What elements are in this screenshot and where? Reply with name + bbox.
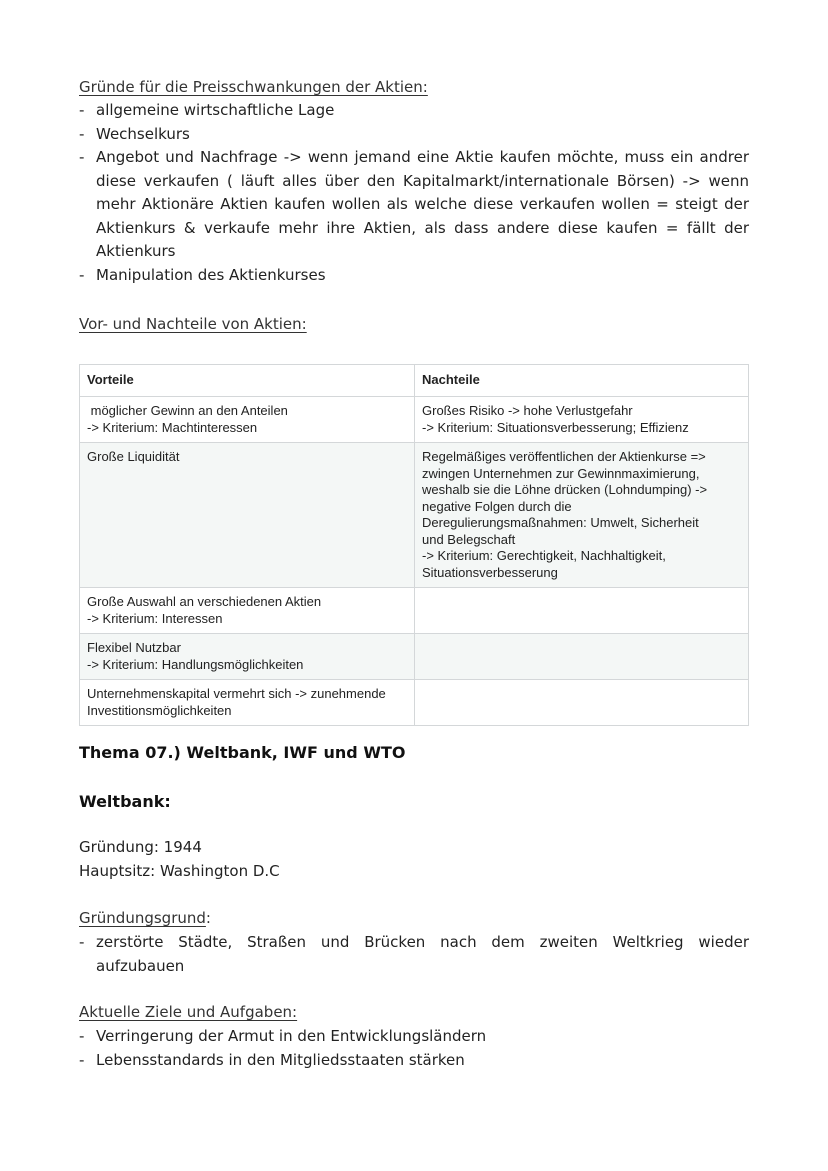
table-row bbox=[80, 680, 749, 726]
gruendungsgrund-list bbox=[79, 931, 749, 978]
dash-bullet: - bbox=[79, 148, 85, 166]
list-item: - Lebensstandards in den Mitgliedsstaaten stärken bbox=[79, 1049, 749, 1073]
thema-heading: Thema 07.) Weltbank, IWF und WTO bbox=[79, 743, 406, 762]
column-header-vorteile: Vorteile bbox=[80, 365, 415, 397]
section-heading-gruende: Gründe für die Preisschwankungen der Aktien: bbox=[79, 78, 428, 96]
table-row bbox=[80, 634, 749, 680]
list-item: - Wechselkurs bbox=[79, 123, 749, 147]
hauptsitz-line: Hauptsitz: Washington D.C bbox=[79, 862, 280, 880]
column-header-nachteile: Nachteile bbox=[415, 365, 749, 397]
list-item: - Manipulation des Aktienkurses bbox=[79, 264, 749, 288]
table-row bbox=[80, 443, 749, 588]
dash-bullet: - bbox=[79, 1027, 85, 1045]
table-header-row bbox=[80, 365, 749, 397]
cell-nachteil-empty bbox=[415, 680, 749, 726]
table-row bbox=[80, 397, 749, 443]
list-item: - Angebot und Nachfrage -> wenn jemand eine Aktie kaufen möchte, muss ein andrer diese verkaufen ( läuft alles über den Kapitalmarkt/internationale Börsen) -> wenn mehr Aktionäre Aktien kaufen wollen als welche diese verkaufen wollen = steigt der Aktienkurs & verkaufe mehr ihre Aktien, als dass andere diese kaufen = fällt der Aktienkurs bbox=[79, 148, 749, 260]
pros-cons-table bbox=[79, 364, 749, 726]
weltbank-heading: Weltbank: bbox=[79, 792, 171, 811]
cell-nachteil-empty bbox=[415, 588, 749, 634]
dash-bullet: - bbox=[79, 933, 85, 951]
cell-vorteil: Große Auswahl an verschiedenen Aktien -> Kriterium: Interessen bbox=[80, 588, 415, 634]
cell-vorteil: Große Liquidität bbox=[80, 443, 415, 588]
table-row bbox=[80, 588, 749, 634]
section-heading-vornachteile: Vor- und Nachteile von Aktien: bbox=[79, 315, 307, 333]
section-heading-gruendungsgrund: Gründungsgrund: bbox=[79, 909, 211, 927]
dash-bullet: - bbox=[79, 1050, 85, 1069]
dash-bullet: - bbox=[79, 101, 85, 119]
list-item: - zerstörte Städte, Straßen und Brücken nach dem zweiten Weltkrieg wieder aufzubauen bbox=[79, 933, 749, 975]
cell-vorteil: möglicher Gewinn an den Anteilen -> Kriterium: Machtinteressen bbox=[80, 397, 415, 443]
cell-vorteil: Unternehmenskapital vermehrt sich -> zunehmende Investitionsmöglichkeiten bbox=[80, 680, 415, 726]
ziele-list bbox=[79, 1025, 749, 1072]
cell-vorteil: Flexibel Nutzbar -> Kriterium: Handlungsmöglichkeiten bbox=[80, 634, 415, 680]
list-item: - allgemeine wirtschaftliche Lage bbox=[79, 99, 749, 123]
cell-nachteil: Großes Risiko -> hohe Verlustgefahr -> Kriterium: Situationsverbesserung; Effizienz bbox=[415, 397, 749, 443]
cell-nachteil-empty bbox=[415, 634, 749, 680]
section-heading-ziele: Aktuelle Ziele und Aufgaben: bbox=[79, 1003, 298, 1021]
cell-nachteil: Regelmäßiges veröffentlichen der Aktienkurse => zwingen Unternehmen zur Gewinnmaximierung, weshalb sie die Löhne drücken (Lohndumping) -> negative Folgen durch die Deregulierungsmaßnahmen: Umwelt, Sicherheit und Belegschaft -> Kriterium: Gerechtigkeit, Nachhaltigkeit, Situationsverbesserung bbox=[415, 443, 749, 588]
list-item: - Verringerung der Armut in den Entwicklungsländern bbox=[79, 1025, 749, 1049]
dash-bullet: - bbox=[79, 124, 85, 143]
gruendung-line: Gründung: 1944 bbox=[79, 838, 202, 856]
dash-bullet: - bbox=[79, 265, 85, 284]
gruende-list bbox=[79, 99, 749, 287]
